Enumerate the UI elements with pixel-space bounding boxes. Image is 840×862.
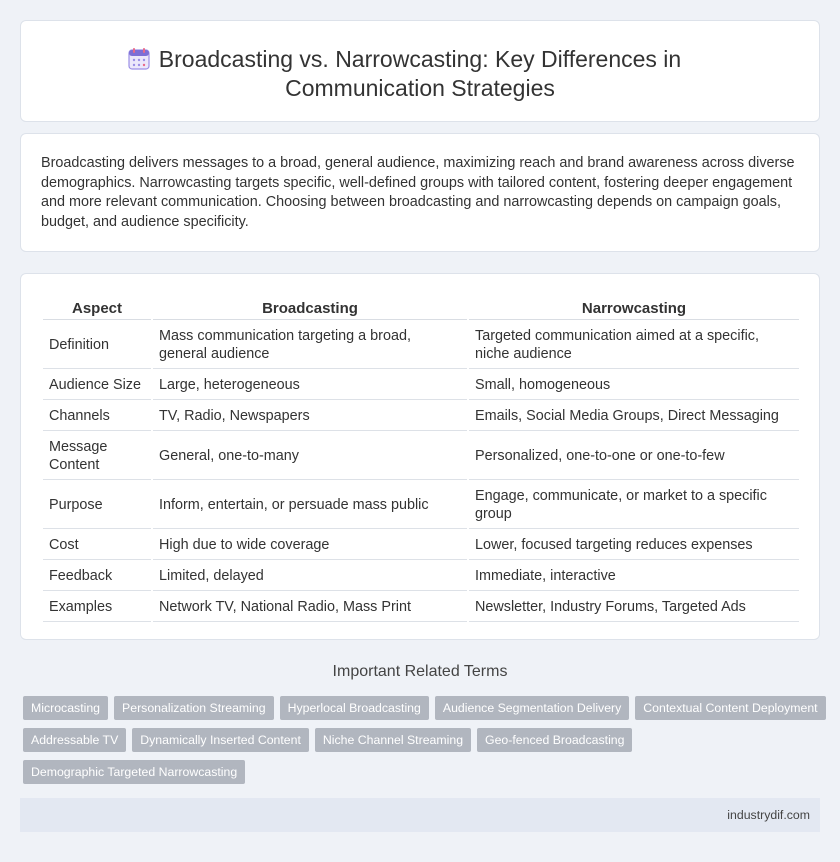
broadcasting-cell: General, one-to-many: [153, 433, 467, 480]
aspect-cell: Channels: [43, 402, 151, 431]
tag-audience-segmentation-delivery[interactable]: Audience Segmentation Delivery: [435, 696, 629, 720]
broadcasting-cell: TV, Radio, Newspapers: [153, 402, 467, 431]
aspect-cell: Cost: [43, 531, 151, 560]
aspect-cell: Message Content: [43, 433, 151, 480]
related-terms-heading: Important Related Terms: [332, 663, 508, 680]
table-row: [43, 593, 799, 622]
summary-card: [20, 133, 820, 252]
table-row: [43, 482, 799, 529]
narrowcasting-cell: Targeted communication aimed at a specific, niche audience: [469, 322, 799, 369]
aspect-cell: Purpose: [43, 482, 151, 529]
aspect-cell: Examples: [43, 593, 151, 622]
broadcasting-cell: Network TV, National Radio, Mass Print: [153, 593, 467, 622]
related-terms-tags: [23, 696, 823, 792]
table-row: [43, 371, 799, 400]
tag-microcasting[interactable]: Microcasting: [23, 696, 108, 720]
header-broadcasting: Broadcasting: [153, 296, 467, 320]
tag-contextual-content-deployment[interactable]: Contextual Content Deployment: [635, 696, 825, 720]
summary-text: Broadcasting delivers messages to a broad, general audience, maximizing reach and brand awareness across diverse demographics. Narrowcasting targets specific, well-defined groups with tailored content, fostering deeper engagement and more relevant communication. Choosing between broadcasting and narrowcasting depends on campaign goals, budget, and audience specificity.: [41, 155, 795, 230]
broadcasting-cell: Large, heterogeneous: [153, 371, 467, 400]
title-card: [20, 20, 820, 122]
narrowcasting-cell: Newsletter, Industry Forums, Targeted Ads: [469, 593, 799, 622]
narrowcasting-cell: Emails, Social Media Groups, Direct Messaging: [469, 402, 799, 431]
tag-geo-fenced-broadcasting[interactable]: Geo-fenced Broadcasting: [477, 728, 632, 752]
comparison-table-card: [20, 273, 820, 640]
broadcasting-cell: High due to wide coverage: [153, 531, 467, 560]
narrowcasting-cell: Personalized, one-to-one or one-to-few: [469, 433, 799, 480]
narrowcasting-cell: Immediate, interactive: [469, 562, 799, 591]
table-header-row: [43, 296, 799, 320]
footer: [20, 798, 820, 832]
narrowcasting-cell: Lower, focused targeting reduces expenses: [469, 531, 799, 560]
tag-addressable-tv[interactable]: Addressable TV: [23, 728, 126, 752]
footer-site-link[interactable]: industrydif.com: [727, 808, 810, 822]
header-narrowcasting: Narrowcasting: [469, 296, 799, 320]
aspect-cell: Feedback: [43, 562, 151, 591]
aspect-cell: Audience Size: [43, 371, 151, 400]
page-title: Broadcasting vs. Narrowcasting: Key Differences in Communication Strategies: [158, 46, 682, 101]
narrowcasting-cell: Engage, communicate, or market to a specific group: [469, 482, 799, 529]
table-row: [43, 562, 799, 591]
aspect-cell: Definition: [43, 322, 151, 369]
broadcasting-cell: Mass communication targeting a broad, general audience: [153, 322, 467, 369]
tag-niche-channel-streaming[interactable]: Niche Channel Streaming: [315, 728, 471, 752]
broadcasting-cell: Inform, entertain, or persuade mass public: [153, 482, 467, 529]
header-aspect: Aspect: [43, 296, 151, 320]
table-row: [43, 531, 799, 560]
tag-demographic-targeted-narrowcasting[interactable]: Demographic Targeted Narrowcasting: [23, 760, 245, 784]
comparison-table: [41, 294, 801, 624]
narrowcasting-cell: Small, homogeneous: [469, 371, 799, 400]
tag-dynamically-inserted-content[interactable]: Dynamically Inserted Content: [132, 728, 309, 752]
broadcasting-cell: Limited, delayed: [153, 562, 467, 591]
table-row: [43, 433, 799, 480]
tag-personalization-streaming[interactable]: Personalization Streaming: [114, 696, 274, 720]
table-row: [43, 322, 799, 369]
table-row: [43, 402, 799, 431]
tag-hyperlocal-broadcasting[interactable]: Hyperlocal Broadcasting: [280, 696, 429, 720]
